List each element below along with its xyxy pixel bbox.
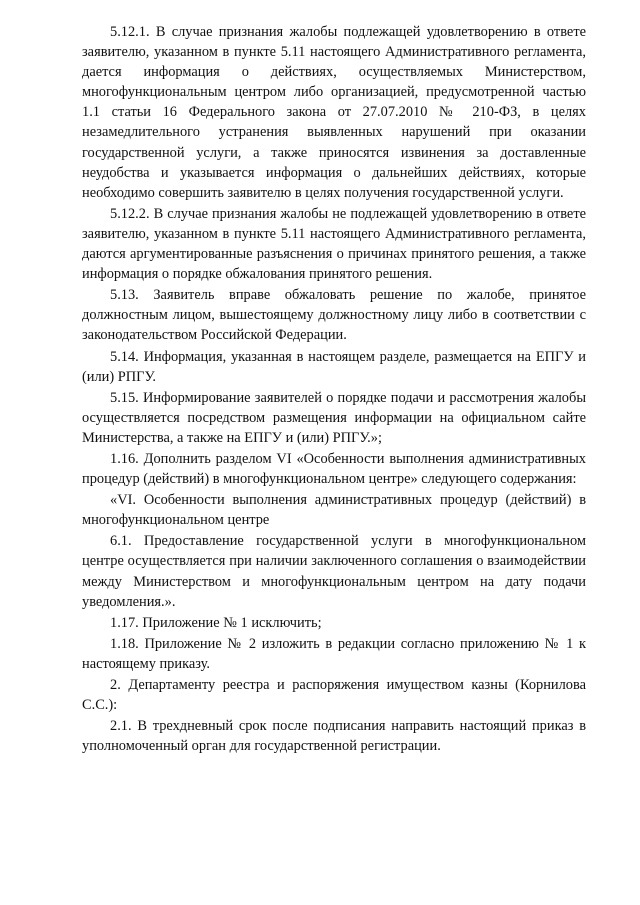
- paragraph-5-12-2: 5.12.2. В случае признания жалобы не подлежащей удовлетворению в ответе заявителю, указанном в пункте 5.11 настоящего Административного регламента, даются аргументированные разъяснения о причинах принятого решения, а также информация о порядке обжалования принятого решения.: [82, 205, 586, 283]
- paragraph-5-12-1: 5.12.1. В случае признания жалобы подлежащей удовлетворению в ответе заявителю, указанном в пункте 5.11 настоящего Административного регламента, дается информация о действиях, осуществляемых Министерством, многофункциональным центром либо организацией, предусмотренной частью 1.1 статьи 16 Федерального закона от 27.07.2010 № 210-ФЗ, в целях незамедлительного устранения выявленных нарушений при оказании государственной услуги, а также приносятся извинения за доставленные неудобства и указывается информация о дальнейших действиях, которые необходимо совершить заявителю в целях получения государственной услуги.: [82, 24, 586, 201]
- section-vi-heading: «VI. Особенности выполнения административных процедур (действий) в многофункциональном центре: [82, 492, 586, 529]
- paragraph-5-14: 5.14. Информация, указанная в настоящем разделе, размещается на ЕПГУ и (или) РПГУ.: [82, 348, 586, 385]
- paragraph-1-18: 1.18. Приложение № 2 изложить в редакции согласно приложению № 1 к настоящему приказу.: [82, 635, 586, 672]
- paragraph-2: 2. Департаменту реестра и распоряжения имуществом казны (Корнилова С.С.):: [82, 677, 586, 714]
- paragraph-6-1: 6.1. Предоставление государственной услуги в многофункциональном центре осуществляется при наличии заключенного соглашения о взаимодействии между Министерством и многофункциональным центром на дату подачи уведомления.».: [82, 533, 586, 610]
- paragraph-5-15: 5.15. Информирование заявителей о порядке подачи и рассмотрения жалобы осуществляется посредством размещения информации на официальном сайте Министерства, а также на ЕПГУ и (или) РПГУ.»;: [82, 389, 586, 446]
- paragraph-2-1: 2.1. В трехдневный срок после подписания направить настоящий приказ в уполномоченный орган для государственной регистрации.: [82, 718, 586, 755]
- paragraph-1-16: 1.16. Дополнить разделом VI «Особенности выполнения административных процедур (действий) в многофункциональном центре» следующего содержания:: [82, 450, 586, 488]
- paragraph-5-13: 5.13. Заявитель вправе обжаловать решение по жалобе, принятое должностным лицом, вышестоящему должностному лицу либо в соответствии с законодательством Российской Федерации.: [82, 287, 586, 344]
- document-page: [82, 22, 586, 757]
- paragraph-1-17: 1.17. Приложение № 1 исключить;: [110, 614, 322, 631]
